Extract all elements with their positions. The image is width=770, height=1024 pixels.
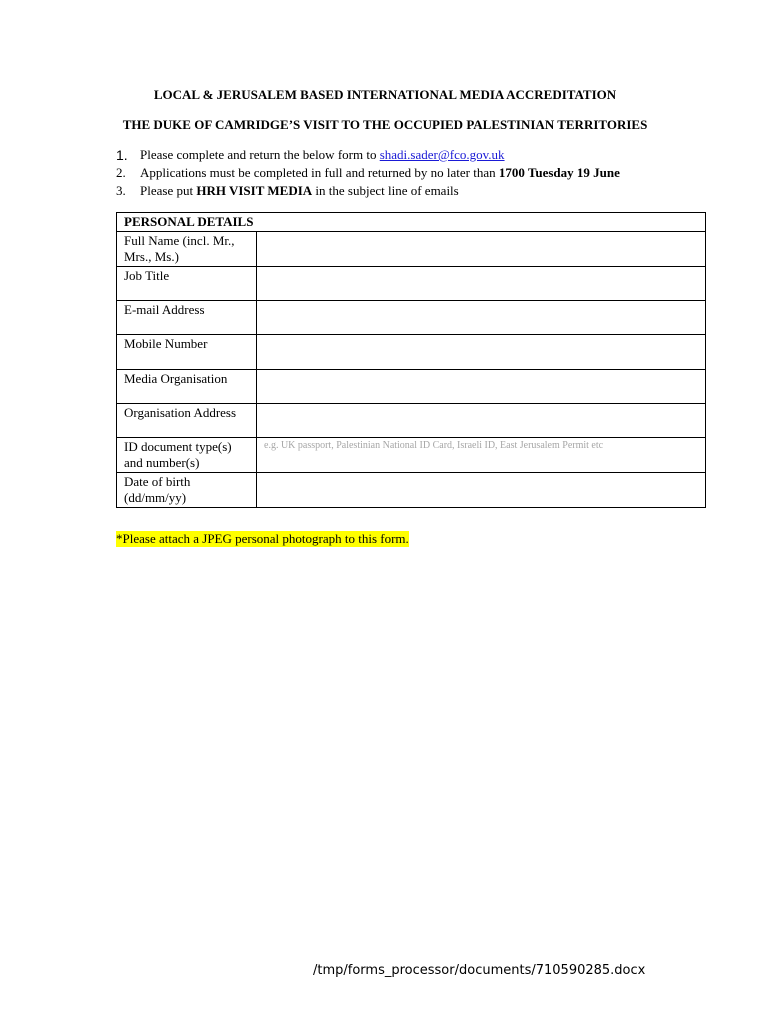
instruction-text: Please put (140, 183, 197, 198)
instruction-item-2 (116, 164, 620, 182)
field-label-line-2: and number(s) (124, 455, 200, 470)
mobile-cell (257, 335, 706, 370)
media-organisation-cell (257, 370, 706, 404)
full-name-field[interactable] (257, 232, 705, 266)
field-label-line-1: Date of birth (124, 474, 191, 489)
field-label (117, 438, 257, 473)
instruction-item-1 (116, 146, 620, 164)
field-label-line-1: Organisation Address (124, 405, 237, 420)
field-label-line-1: Job Title (124, 268, 170, 283)
field-label-line-1: ID document type(s) (124, 439, 232, 454)
field-label-line-2: (dd/mm/yy) (124, 490, 187, 505)
instruction-text-tail: in the subject line of emails (312, 183, 459, 198)
instructions-list (116, 146, 620, 200)
instruction-number: 1. (116, 147, 128, 163)
organisation-address-field[interactable] (257, 404, 705, 437)
email-link[interactable]: shadi.sader@fco.gov.uk (379, 147, 505, 162)
field-label-line-1: Media Organisation (124, 371, 228, 386)
field-label (117, 301, 257, 335)
form-row-job-title (117, 267, 706, 301)
form-row-email (117, 301, 706, 335)
instruction-text: Please complete and return the below form to (140, 147, 380, 162)
date-of-birth-cell (257, 473, 706, 508)
field-label (117, 370, 257, 404)
organisation-address-cell (257, 404, 706, 438)
job-title-field[interactable] (257, 267, 705, 300)
form-row-id-document (117, 438, 706, 473)
mobile-number-field[interactable] (257, 335, 705, 369)
section-title: PERSONAL DETAILS (117, 213, 706, 232)
personal-details-table (116, 212, 706, 508)
photo-attachment-note: *Please attach a JPEG personal photograph to this form. (116, 531, 409, 546)
form-row-date-of-birth (117, 473, 706, 508)
deadline-text: 1700 Tuesday 19 June (498, 165, 620, 180)
form-row-media-organisation (117, 370, 706, 404)
field-label (117, 267, 257, 301)
id-document-hint: e.g. UK passport, Palestinian National ID Card, Israeli ID, East Jerusalem Permit etc (264, 440, 604, 451)
field-label (117, 473, 257, 508)
field-label (117, 232, 257, 267)
date-of-birth-field[interactable] (257, 473, 705, 507)
id-document-cell[interactable] (257, 438, 706, 473)
job-title-cell (257, 267, 706, 301)
field-label (117, 335, 257, 370)
field-label-line-1: Full Name (incl. Mr., (124, 233, 235, 248)
media-organisation-field[interactable] (257, 370, 705, 403)
document-title: LOCAL & JERUSALEM BASED INTERNATIONAL MEDIA ACCREDITATION (153, 87, 617, 102)
full-name-cell (257, 232, 706, 267)
instruction-text: Applications must be completed in full and returned by no later than (140, 165, 499, 180)
document-subtitle: THE DUKE OF CAMRIDGE’S VISIT TO THE OCCUPIED PALESTINIAN TERRITORIES (122, 117, 648, 132)
instruction-number: 3. (116, 183, 126, 198)
field-label-line-1: Mobile Number (124, 336, 208, 351)
email-cell (257, 301, 706, 335)
footer-file-path: /tmp/forms_processor/documents/710590285.docx (313, 963, 646, 978)
field-label-line-1: E-mail Address (124, 302, 205, 317)
field-label-line-2: Mrs., Ms.) (124, 249, 179, 264)
instruction-number: 2. (116, 165, 126, 180)
instruction-item-3 (116, 182, 620, 200)
field-label (117, 404, 257, 438)
form-row-full-name (117, 232, 706, 267)
form-row-organisation-address (117, 404, 706, 438)
subject-line-text: HRH VISIT MEDIA (196, 183, 313, 198)
email-field[interactable] (257, 301, 705, 334)
form-row-mobile (117, 335, 706, 370)
